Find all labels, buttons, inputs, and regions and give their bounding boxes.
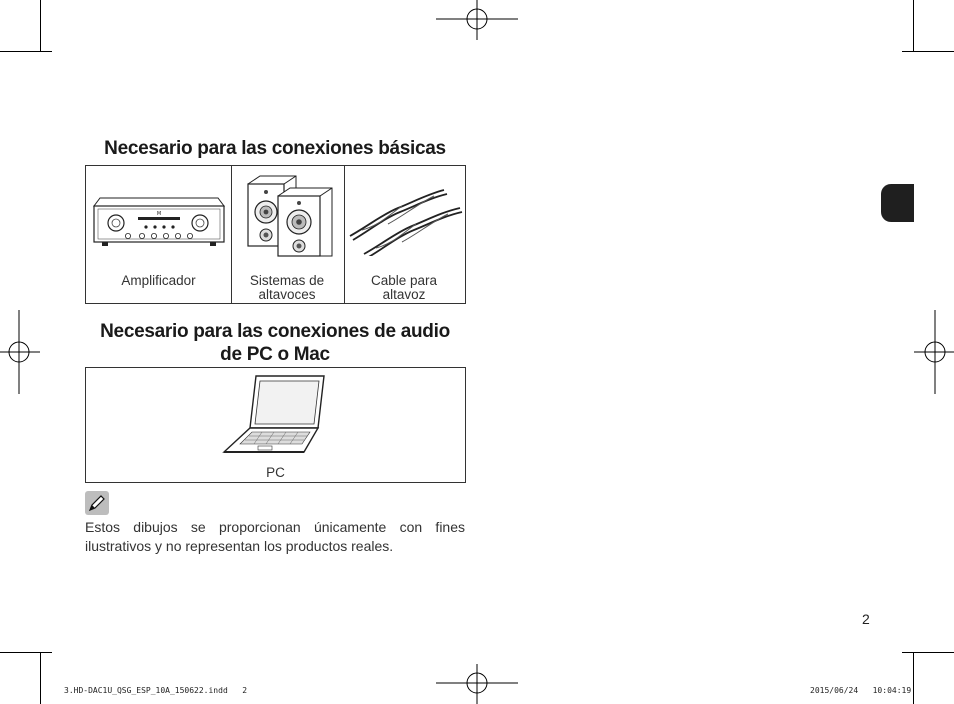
speakers-label: Sistemas de altavoces [249,273,325,302]
section-pc-title-line1: Necesario para las conexiones de audio [100,321,450,342]
language-tab [881,184,914,222]
crop-mark [0,652,52,653]
registration-mark-right [914,310,954,394]
table-divider [344,166,345,303]
amplifier-label: Amplificador [121,273,196,288]
basic-items-table [85,165,466,304]
crop-mark [40,0,41,52]
crop-mark [40,652,41,704]
amplifier-icon [90,190,228,250]
svg-text:M: M [156,211,162,217]
table-divider [231,166,232,303]
crop-mark [0,51,52,52]
page-number: 2 [862,611,870,627]
crop-mark [913,0,914,52]
crop-mark [913,652,914,704]
section-basic-title: Necesario para las conexiones básicas [104,138,446,159]
laptop-icon [222,372,328,456]
note-text: Estos dibujos se proporcionan únicamente con fines ilustrativos y no representan los productos reales. [85,519,465,554]
section-pc-title [85,320,465,366]
registration-mark-bottom [436,664,518,704]
pc-item-box [85,367,466,483]
crop-mark [902,652,954,653]
slug-datetime: 2015/06/24 10:04:19 [810,686,912,695]
slug-file: 3.HD-DAC1U_QSG_ESP_10A_150622.indd 2 [64,686,248,695]
speaker-cable-icon [348,186,464,256]
registration-mark-top [436,0,518,40]
speaker-cable-label: Cable para altavoz [370,273,438,302]
pencil-note-icon [85,491,109,515]
crop-mark [902,51,954,52]
section-pc-title-line2: de PC o Mac [220,344,330,365]
speakers-icon [242,172,338,258]
registration-mark-left [0,310,40,394]
pc-label: PC [266,465,285,480]
